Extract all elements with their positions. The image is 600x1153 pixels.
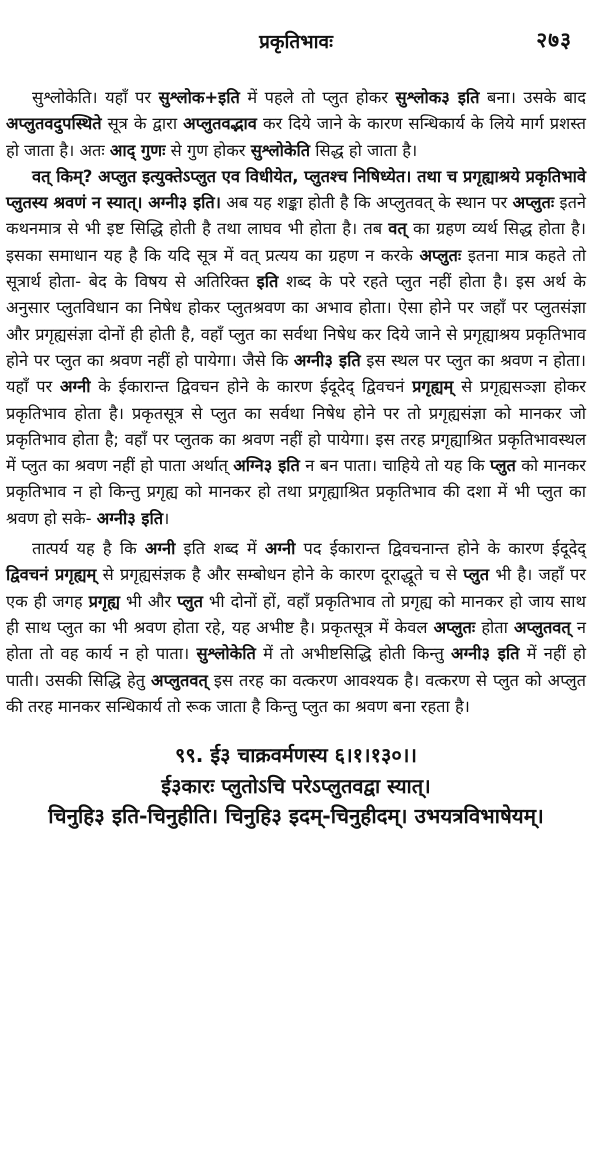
paragraph-tatparya [6,536,586,720]
bold-term: अप्लुतः [512,193,555,213]
text-run: इतने कथनमात्र से भी इष्ट सिद्धि होती है तथा लाघव भी होता है। तब [6,193,587,239]
text-run: के ईकारान्त द्विवचन होने के कारण ईदूदेद् द्विवचनं [90,377,413,397]
bold-term: अग्नी [60,377,91,397]
text-run: से प्रगृह्यसञ्ज्ञा होकर प्रकृतिभाव होता है। प्रकृतसूत्र से प्लुत का सर्वथा निषेध होने पर तो प्रगृह्यसंज्ञा को मानकर जो प्रकृतिभाव होता है; वहाँ पर प्लुतक का श्रवण नहीं हो पायेगा। इस तरह प्रगृह्याश्रित प्रकृतिभावस्थल में प्लुत का श्रवण नहीं हो पाता अर्थात् [6,377,586,476]
text-run: सिद्ध हो जाता है। [310,140,418,160]
text-run: इस तरह का वत्करण आवश्यक है। वत्करण से प्लुत को अप्लुत की तरह मानकर सन्धिकार्य तो रूक जाता है किन्तु प्लुत का श्रवण बना रहता है। [6,670,586,716]
bold-term: प्लुत [490,456,516,476]
bold-term: अप्लुतवद्भाव [183,114,257,134]
running-title: प्रकृतिभावः [259,31,333,53]
text-run: इति शब्द में [175,539,265,559]
bold-term: अप्लुतवत् [513,617,571,637]
bold-term: प्लुत [177,591,203,611]
sutra-block [6,740,586,832]
bold-term: अग्नी [144,539,176,559]
bold-term: अप्लुतवदुपस्थिते [6,114,102,134]
text-run: भी दोनों हों, वहाँ प्रकृतिभाव तो प्रगृह्य को मानकर हो जाय साथ ही साथ प्लुत का भी श्रवण होता रहे, यह अभीष्ट है। प्रकृतसूत्र में केवल [6,591,587,637]
text-run: से प्रगृह्यसंज्ञक है और सम्बोधन होने के कारण दूराद्धूते च से [96,565,464,585]
bold-term: प्रगृह्यम् [412,377,454,397]
text-run: भी है। जहाँ पर एक ही जगह [6,565,586,611]
bold-term: सुश्लोकेति [196,644,256,664]
text-run: इतना मात्र कहते तो सूत्रार्थ होता- बेद के विषय से अतिरिक्त [6,245,586,292]
bold-term: आद् गुणः [109,140,166,160]
text-run: को मानकर प्रकृतिभाव न हो किन्तु प्रगृह्य को मानकर हो तथा प्रगृह्याश्रित प्रकृतिभाव की दशा में भी प्लुत का श्रवण हो सके- [6,456,586,528]
text-run: न होता तो वह कार्य न हो पाता। [6,617,586,664]
bold-term: अप्लुतः [433,617,476,637]
text-run: में तो अभीष्टसिद्धि होती किन्तु [255,644,452,664]
text-run: भी और [120,591,178,611]
text-run: अब यह शङ्का होती है कि अप्लुतवत् के स्थान पर [220,193,513,213]
bold-term: सुश्लोकेति [250,140,311,160]
text-run: में नहीं हो पाती। उसकी सिद्धि हेतु [6,644,586,690]
text-run: इस स्थल पर प्लुत का श्रवण न होता। यहाँ पर [6,350,586,397]
text-run: होता [475,617,514,637]
bold-term: वत् किम्? अप्लुत इत्युक्तेऽप्लुत एव विधीयेत, प्लुतश्च निषिध्येत। तथा च प्रगृह्याश्रये प्रकृतिभावे प्लुतस्य श्रवणं न स्यात्। अग्नी३ इति। [6,166,586,213]
sutra-heading: ९९. ई३ चाक्रवर्मणस्य ६।१।१३०।। [175,743,417,768]
bold-term: वत् [388,219,407,239]
text-run: का ग्रहण व्यर्थ सिद्ध होता है। इसका समाधान यह है कि यदि सूत्र में वत् प्रत्यय का ग्रहण न करके [6,219,586,265]
sutra-vritti: ई३कारः प्लुतोऽचि परेऽप्लुतवद्वा स्यात्। [161,773,431,798]
page-number: २७३ [536,28,572,52]
paragraph-sushloketi [6,85,586,164]
bold-term: अप्लुतः [419,245,462,265]
bold-term: प्रगृह्य [88,591,121,611]
text-run: कर दिये जाने के कारण सन्धिकार्य के लिये मार्ग प्रशस्त हो जाता है। अतः [6,114,586,160]
bold-term: अप्लुतवत् [151,670,208,690]
bold-term: अग्नी [264,539,296,559]
bold-term: द्विवचनं प्रगृह्यम् [6,565,97,585]
bold-term: प्लुत [463,565,490,585]
text-run: सुश्लोकेति। यहाँ पर [32,88,159,107]
text-run: सूत्र के द्वारा [101,114,184,134]
text-run: शब्द के परे रहते प्लुत नहीं होता है। इस अर्थ के अनुसार प्लुतविधान का निषेध होकर प्लुतश्रवण का अभाव होता। ऐसा होने पर जहाँ पर प्लुतसंज्ञा और प्रगृह्यसंज्ञा दोनों ही होती है, वहाँ प्लुत का सर्वथा निषेध कर दिये जाने से प्रगृह्याश्रय प्रकृतिभाव होने पर प्लुत का श्रवण नहीं हो पायेगा। जैसे कि [6,272,586,370]
bold-term: इति [256,272,279,292]
bold-term: अग्नि३ इति [233,456,300,476]
text-run: पद ईकारान्त द्विवचनान्त होने के कारण ईदूदेद् [295,539,586,559]
bold-term: अग्नी३ इति [451,644,520,664]
bold-term: अग्नी३ इति [96,508,164,528]
text-run: न बन पाता। चाहिये तो यह कि [299,456,491,476]
bold-term: अग्नी३ इति [293,350,361,370]
text-run: से गुण होकर [165,140,251,160]
paragraph-vat-kim [6,164,586,532]
sutra-examples: चिनुहि३ इति-चिनुहीति। चिनुहि३ इदम्-चिनुहीदम्। उभयत्रविभाषेयम्। [48,804,544,829]
bold-term: सुश्लोक+इति [158,88,240,107]
page-header [6,0,586,52]
text-run: । [163,508,170,528]
text-run: बना। उसके बाद [479,88,586,107]
bold-term: सुश्लोक३ इति [395,88,480,107]
text-run: तात्पर्य यह है कि [32,539,145,559]
text-run: में पहले तो प्लुत होकर [239,88,396,107]
